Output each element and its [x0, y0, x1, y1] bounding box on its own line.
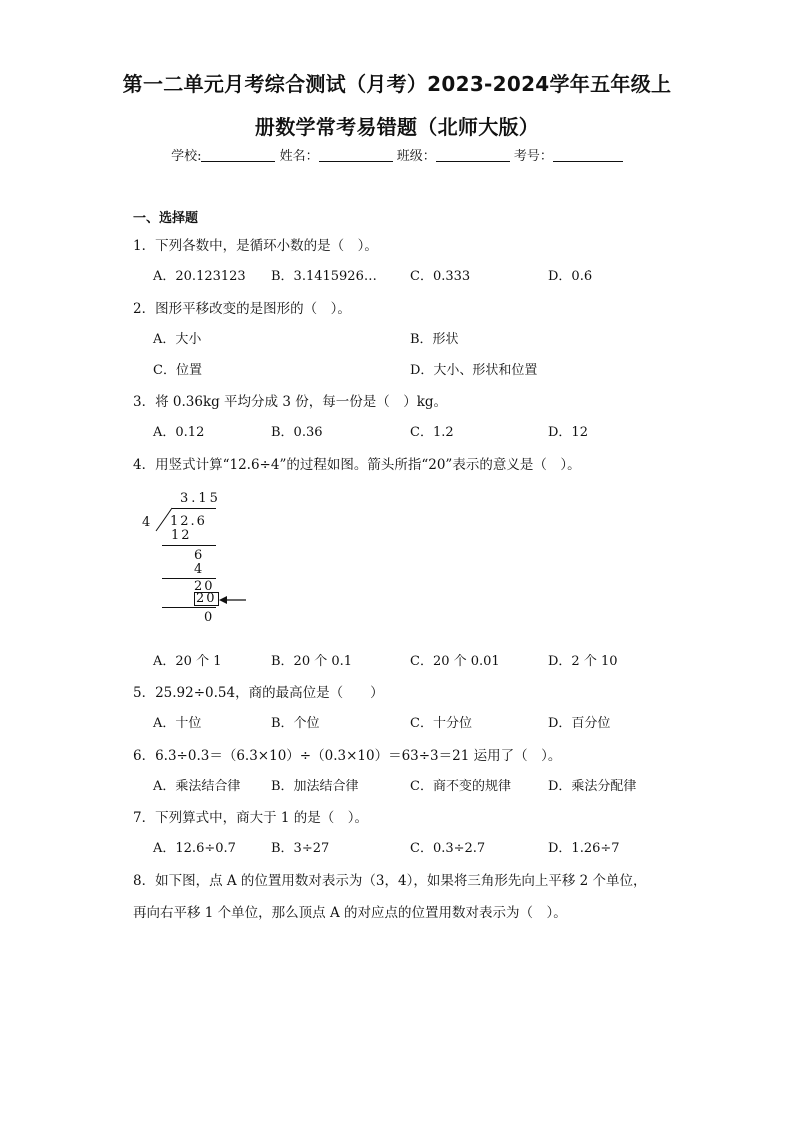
- q4-option-a[interactable]: A．20 个 1: [153, 654, 222, 669]
- question-6-stem: 6．6.3÷0.3＝（6.3×10）÷（0.3×10）＝63÷3＝21 运用了（ ）。: [133, 748, 562, 764]
- arrow-icon: [218, 593, 248, 607]
- q4-option-d[interactable]: D．2 个 10: [548, 654, 618, 669]
- q1-option-b[interactable]: B．3.1415926…: [271, 269, 377, 284]
- division-step-3: 4: [194, 562, 203, 577]
- q2-option-b[interactable]: B．形状: [410, 332, 459, 347]
- q5-option-c[interactable]: C．十分位: [410, 716, 472, 731]
- q7-option-b[interactable]: B．3÷27: [271, 841, 330, 856]
- division-remainder: 0: [204, 610, 213, 625]
- q5-option-b[interactable]: B．个位: [271, 716, 320, 731]
- class-label: 班级：: [396, 149, 436, 164]
- q5-option-a[interactable]: A．十位: [153, 716, 202, 731]
- division-step-5-boxed: 20: [196, 591, 217, 606]
- q6-option-d[interactable]: D．乘法分配律: [548, 779, 637, 794]
- question-1-stem: 1．下列各数中，是循环小数的是（ ）。: [133, 238, 378, 254]
- division-step-4: 20: [194, 579, 215, 594]
- question-5-stem: 5．25.92÷0.54，商的最高位是（ ）: [133, 685, 384, 701]
- q1-option-d[interactable]: D．0.6̇: [548, 269, 593, 284]
- exam-no-blank[interactable]: [553, 148, 623, 162]
- name-blank[interactable]: [319, 148, 393, 162]
- student-info-line: [0, 145, 794, 164]
- q7-option-c[interactable]: C．0.3÷2.7: [410, 841, 486, 856]
- question-3-stem: 3．将 0.36kg 平均分成 3 份，每一份是（ ）kg。: [133, 394, 448, 410]
- class-blank[interactable]: [436, 148, 510, 162]
- division-rule-1: [162, 545, 216, 546]
- q1-option-a[interactable]: A．20.123123: [153, 269, 246, 284]
- question-8-stem-line2: 再向右平移 1 个单位，那么顶点 A 的对应点的位置用数对表示为（ ）。: [133, 905, 567, 921]
- long-division-figure: [138, 488, 258, 628]
- section-title: 一、选择题: [133, 211, 199, 226]
- question-8-stem-line1: 8．如下图，点 A 的位置用数对表示为（3，4），如果将三角形先向上平移 2 个单位，: [133, 873, 647, 889]
- school-label: 学校:: [171, 149, 202, 164]
- q4-option-c[interactable]: C．20 个 0.01: [410, 654, 500, 669]
- q2-option-c[interactable]: C．位置: [153, 363, 202, 378]
- q3-option-d[interactable]: D．12: [548, 425, 588, 440]
- division-quotient: 3.15: [180, 491, 221, 506]
- exam-no-label: 考号：: [513, 149, 553, 164]
- page-title-line1: 第一二单元月考综合测试（月考）2023-2024学年五年级上: [122, 72, 672, 96]
- division-dividend: 12.6: [170, 514, 207, 529]
- division-bar: [172, 508, 216, 509]
- division-divisor: 4: [142, 515, 151, 530]
- question-4-stem: 4．用竖式计算“12.6÷4”的过程如图。箭头所指“20”表示的意义是（ ）。: [133, 457, 581, 473]
- question-2-stem: 2．图形平移改变的是图形的（ ）。: [133, 301, 351, 317]
- q1-option-c[interactable]: C．0.333: [410, 269, 471, 284]
- q7-option-a[interactable]: A．12.6÷0.7: [153, 841, 236, 856]
- division-step-2: 6: [194, 548, 203, 563]
- q6-option-c[interactable]: C．商不变的规律: [410, 779, 511, 794]
- division-rule-3: [162, 607, 216, 608]
- q4-option-b[interactable]: B．20 个 0.1: [271, 654, 353, 669]
- q6-option-a[interactable]: A．乘法结合律: [153, 779, 241, 794]
- q7-option-d[interactable]: D．1.26÷7: [548, 841, 620, 856]
- question-7-stem: 7．下列算式中，商大于 1 的是（ ）。: [133, 810, 369, 826]
- division-step-1: 12: [171, 528, 192, 543]
- page-title-line2: 册数学常考易错题（北师大版）: [254, 115, 540, 139]
- q5-option-d[interactable]: D．百分位: [548, 716, 611, 731]
- q2-option-a[interactable]: A．大小: [153, 332, 202, 347]
- q2-option-d[interactable]: D．大小、形状和位置: [410, 363, 538, 378]
- q6-option-b[interactable]: B．加法结合律: [271, 779, 359, 794]
- school-blank[interactable]: [201, 148, 275, 162]
- q3-option-c[interactable]: C．1.2: [410, 425, 454, 440]
- q3-option-a[interactable]: A．0.12: [153, 425, 205, 440]
- name-label: 姓名：: [279, 149, 319, 164]
- q3-option-b[interactable]: B．0.36: [271, 425, 323, 440]
